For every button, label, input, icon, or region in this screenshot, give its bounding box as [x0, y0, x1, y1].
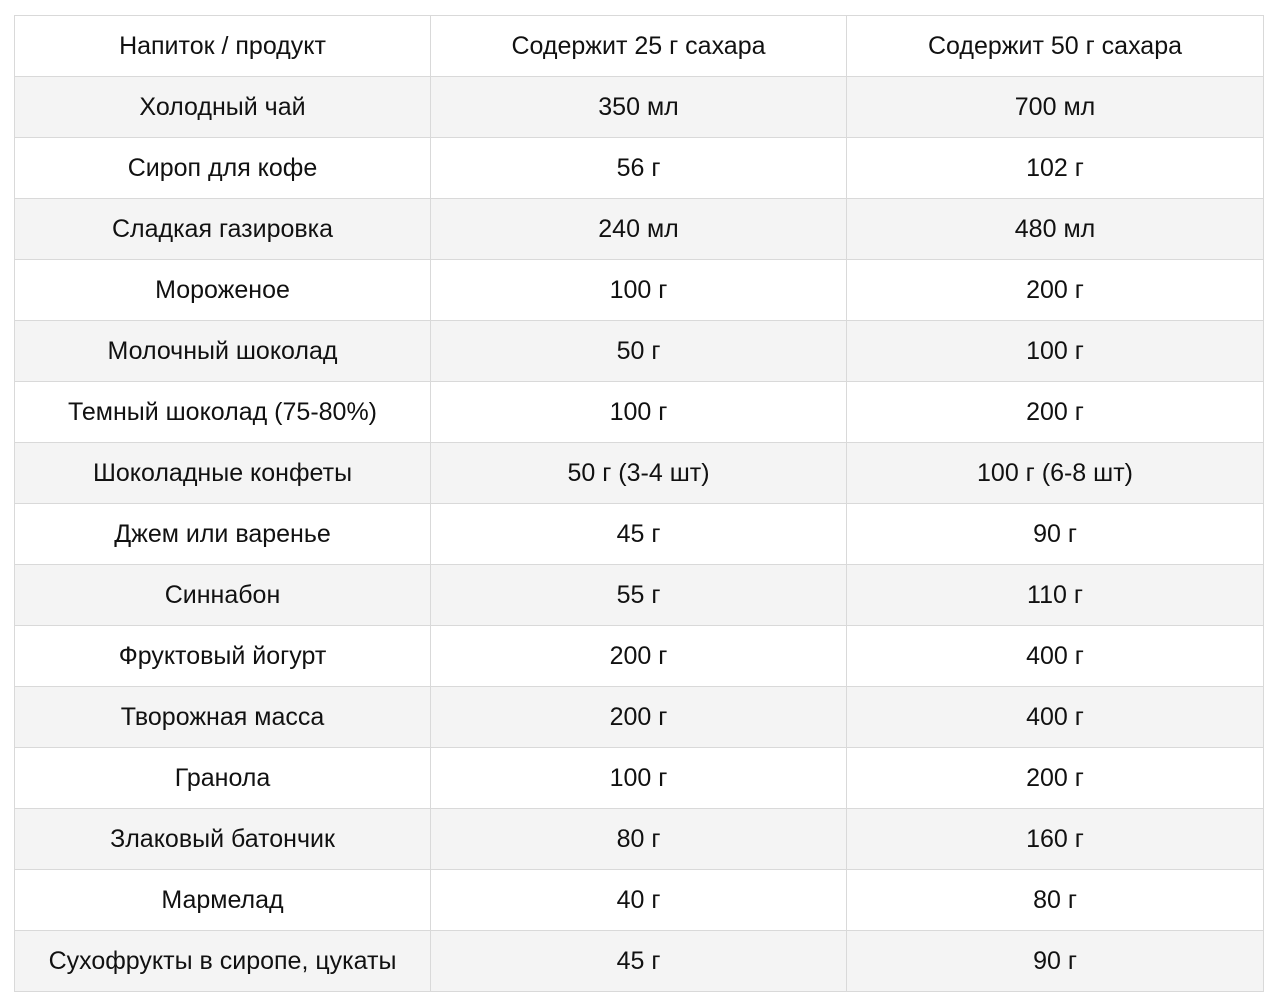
amount-50g-cell: 200 г	[847, 382, 1264, 443]
product-cell: Мороженое	[15, 260, 431, 321]
product-cell: Сироп для кофе	[15, 138, 431, 199]
amount-25g-cell: 45 г	[431, 504, 847, 565]
amount-50g-cell: 400 г	[847, 626, 1264, 687]
product-cell: Холодный чай	[15, 77, 431, 138]
table-row	[15, 443, 1264, 504]
table-row	[15, 870, 1264, 931]
amount-25g-cell: 100 г	[431, 260, 847, 321]
header-product: Напиток / продукт	[15, 16, 431, 77]
table-body	[15, 77, 1264, 992]
amount-50g-cell: 100 г	[847, 321, 1264, 382]
product-cell: Гранола	[15, 748, 431, 809]
amount-50g-cell: 400 г	[847, 687, 1264, 748]
product-cell: Шоколадные конфеты	[15, 443, 431, 504]
product-cell: Фруктовый йогурт	[15, 626, 431, 687]
amount-50g-cell: 100 г (6-8 шт)	[847, 443, 1264, 504]
amount-25g-cell: 100 г	[431, 748, 847, 809]
amount-50g-cell: 102 г	[847, 138, 1264, 199]
table-row	[15, 626, 1264, 687]
amount-50g-cell: 80 г	[847, 870, 1264, 931]
amount-25g-cell: 200 г	[431, 626, 847, 687]
amount-25g-cell: 80 г	[431, 809, 847, 870]
amount-25g-cell: 100 г	[431, 382, 847, 443]
amount-25g-cell: 240 мл	[431, 199, 847, 260]
table-row	[15, 748, 1264, 809]
header-25g-sugar: Содержит 25 г сахара	[431, 16, 847, 77]
amount-25g-cell: 200 г	[431, 687, 847, 748]
amount-25g-cell: 50 г (3-4 шт)	[431, 443, 847, 504]
product-cell: Темный шоколад (75-80%)	[15, 382, 431, 443]
header-row	[15, 16, 1264, 77]
amount-50g-cell: 200 г	[847, 260, 1264, 321]
table-header	[15, 16, 1264, 77]
amount-25g-cell: 350 мл	[431, 77, 847, 138]
sugar-content-table-container	[14, 15, 1263, 992]
amount-50g-cell: 480 мл	[847, 199, 1264, 260]
amount-50g-cell: 700 мл	[847, 77, 1264, 138]
amount-50g-cell: 200 г	[847, 748, 1264, 809]
amount-25g-cell: 55 г	[431, 565, 847, 626]
amount-50g-cell: 110 г	[847, 565, 1264, 626]
product-cell: Сухофрукты в сиропе, цукаты	[15, 931, 431, 992]
table-row	[15, 321, 1264, 382]
table-row	[15, 77, 1264, 138]
product-cell: Синнабон	[15, 565, 431, 626]
table-row	[15, 504, 1264, 565]
amount-25g-cell: 40 г	[431, 870, 847, 931]
product-cell: Злаковый батончик	[15, 809, 431, 870]
table-row	[15, 382, 1264, 443]
amount-25g-cell: 50 г	[431, 321, 847, 382]
product-cell: Джем или варенье	[15, 504, 431, 565]
table-row	[15, 138, 1264, 199]
product-cell: Сладкая газировка	[15, 199, 431, 260]
sugar-content-table	[14, 15, 1264, 992]
table-row	[15, 199, 1264, 260]
table-row	[15, 565, 1264, 626]
amount-50g-cell: 90 г	[847, 931, 1264, 992]
amount-25g-cell: 56 г	[431, 138, 847, 199]
product-cell: Мармелад	[15, 870, 431, 931]
header-50g-sugar: Содержит 50 г сахара	[847, 16, 1264, 77]
amount-50g-cell: 160 г	[847, 809, 1264, 870]
table-row	[15, 687, 1264, 748]
table-row	[15, 931, 1264, 992]
table-row	[15, 260, 1264, 321]
table-row	[15, 809, 1264, 870]
amount-50g-cell: 90 г	[847, 504, 1264, 565]
amount-25g-cell: 45 г	[431, 931, 847, 992]
product-cell: Молочный шоколад	[15, 321, 431, 382]
product-cell: Творожная масса	[15, 687, 431, 748]
